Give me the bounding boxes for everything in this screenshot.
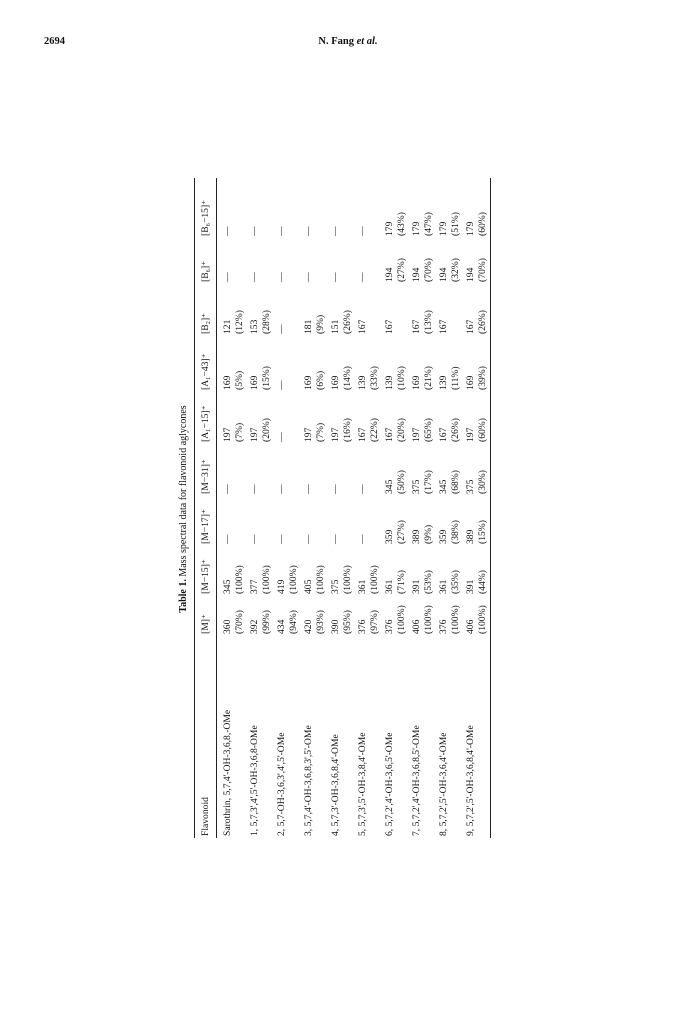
table-cell xyxy=(330,484,342,494)
mz-value: — xyxy=(222,534,233,544)
table-cell xyxy=(303,371,327,390)
table-cell xyxy=(303,484,315,494)
mz-value: 153 xyxy=(249,319,260,334)
relative-abundance: (100%) xyxy=(342,565,353,594)
table-cell xyxy=(276,226,288,236)
flavonoid-name: 9, 5,7,2',5'-OH-3,6,8,4'-OMe xyxy=(465,725,476,836)
mz-value: 167 xyxy=(465,319,476,334)
relative-abundance: (51%) xyxy=(450,212,461,236)
relative-abundance: (100%) xyxy=(477,605,488,634)
mz-value: — xyxy=(222,484,233,494)
column-header: [A₁−43]⁺ xyxy=(200,353,211,390)
relative-abundance: (70%) xyxy=(477,258,488,282)
flavonoid-name: Sarothrin, 5,7,4'-OH-3,6,8,-OMe xyxy=(222,709,233,836)
relative-abundance: (43%) xyxy=(396,212,407,236)
mz-value: 345 xyxy=(384,479,395,494)
relative-abundance: (14%) xyxy=(342,366,353,390)
mz-value: 197 xyxy=(465,427,476,442)
relative-abundance: (39%) xyxy=(477,366,488,390)
table-cell xyxy=(303,565,327,594)
table-cell xyxy=(222,272,234,282)
relative-abundance: (15%) xyxy=(477,520,488,544)
mz-value: 167 xyxy=(357,319,368,334)
mz-value: 361 xyxy=(357,579,368,594)
flavonoid-name: 7, 5,7,2',4'-OH-3,6,8,5'-OMe xyxy=(411,725,422,836)
flavonoid-name: 4, 5,7,3'-OH-3,6,8,4'-OMe xyxy=(330,734,341,836)
relative-abundance: (10%) xyxy=(396,366,407,390)
mz-value: 391 xyxy=(465,579,476,594)
relative-abundance: (28%) xyxy=(261,310,272,334)
mz-value: 376 xyxy=(384,619,395,634)
mz-value: — xyxy=(276,272,287,282)
relative-abundance: (60%) xyxy=(477,418,488,442)
flavonoid-name: 2, 5,7-OH-3,6,3',4',5'-OMe xyxy=(276,732,287,836)
mz-value: 406 xyxy=(411,619,422,634)
mz-value: 375 xyxy=(330,579,341,594)
mz-value: 406 xyxy=(465,619,476,634)
relative-abundance: (17%) xyxy=(423,470,434,494)
mz-value: — xyxy=(303,534,314,544)
relative-abundance: (60%) xyxy=(477,212,488,236)
table-bottom-rule xyxy=(490,178,491,838)
column-header: [M−15]⁺ xyxy=(200,559,211,594)
table-cell xyxy=(330,272,342,282)
table-cell xyxy=(411,605,435,634)
table-cell xyxy=(222,534,234,544)
mz-value: 179 xyxy=(465,221,476,236)
mz-value: 179 xyxy=(438,221,449,236)
relative-abundance: (95%) xyxy=(342,610,353,634)
mz-value: 376 xyxy=(357,619,368,634)
mz-value: 389 xyxy=(411,529,422,544)
table-cell xyxy=(357,366,381,390)
table-cell xyxy=(276,565,300,594)
mz-value: 194 xyxy=(465,267,476,282)
relative-abundance: (100%) xyxy=(315,565,326,594)
mz-value: — xyxy=(303,226,314,236)
column-header: [B₆]⁺ xyxy=(200,260,211,282)
table-cell xyxy=(357,484,369,494)
mz-value: 405 xyxy=(303,579,314,594)
relative-abundance: (100%) xyxy=(234,565,245,594)
relative-abundance: (30%) xyxy=(477,470,488,494)
table-cell xyxy=(465,310,489,334)
mz-value: 391 xyxy=(411,579,422,594)
relative-abundance: (22%) xyxy=(369,418,380,442)
relative-abundance: (26%) xyxy=(342,310,353,334)
table-cell xyxy=(438,418,462,442)
table-cell xyxy=(438,212,462,236)
running-head-authors: N. Fang xyxy=(318,36,354,47)
column-header: [M−31]⁺ xyxy=(200,459,211,494)
table-cell xyxy=(276,380,288,390)
table-cell xyxy=(465,366,489,390)
mz-value: — xyxy=(357,226,368,236)
table-cell xyxy=(384,520,408,544)
relative-abundance: (12%) xyxy=(234,310,245,334)
mz-value: — xyxy=(357,534,368,544)
relative-abundance: (9%) xyxy=(423,524,434,544)
table-cell xyxy=(411,258,435,282)
mz-value: 169 xyxy=(465,375,476,390)
relative-abundance: (13%) xyxy=(423,310,434,334)
table-caption xyxy=(178,176,189,842)
mz-value: — xyxy=(249,484,260,494)
flavonoid-name: 1, 5,7,3',4',5'-OH-3,6,8-OMe xyxy=(249,725,260,836)
relative-abundance: (9%) xyxy=(315,314,326,334)
relative-abundance: (35%) xyxy=(450,570,461,594)
relative-abundance: (6%) xyxy=(315,370,326,390)
table-cell xyxy=(438,366,462,390)
relative-abundance: (26%) xyxy=(450,418,461,442)
column-header: Flavonoid xyxy=(200,797,211,836)
table-cell xyxy=(303,534,315,544)
table-cell xyxy=(411,212,435,236)
running-head xyxy=(0,36,696,47)
mz-value: — xyxy=(303,484,314,494)
relative-abundance: (21%) xyxy=(423,366,434,390)
column-header: [A₁−15]⁺ xyxy=(200,405,211,442)
table-row xyxy=(330,176,358,842)
table-cell xyxy=(222,226,234,236)
mz-value: 121 xyxy=(222,319,233,334)
mz-value: 392 xyxy=(249,619,260,634)
table-cell xyxy=(357,320,369,334)
mz-value: — xyxy=(249,226,260,236)
mz-value: 197 xyxy=(222,427,233,442)
table-cell xyxy=(384,366,408,390)
table-row xyxy=(357,176,385,842)
table-cell xyxy=(465,605,489,634)
table-cell xyxy=(222,371,246,390)
table-cell xyxy=(411,366,435,390)
mz-value: 194 xyxy=(411,267,422,282)
mz-value: — xyxy=(276,324,287,334)
relative-abundance: (27%) xyxy=(396,258,407,282)
mz-value: — xyxy=(330,484,341,494)
mass-spectral-table xyxy=(164,176,500,842)
page-number: 2694 xyxy=(44,36,65,47)
relative-abundance: (20%) xyxy=(261,418,272,442)
table-cell xyxy=(249,418,273,442)
mz-value: 139 xyxy=(357,375,368,390)
table-row xyxy=(276,176,304,842)
relative-abundance: (71%) xyxy=(396,570,407,594)
table-cell xyxy=(465,258,489,282)
flavonoid-name: 5, 5,7,3',5'-OH-3,8,4'-OMe xyxy=(357,732,368,836)
running-head-et-al: et al. xyxy=(356,36,378,47)
mz-value: — xyxy=(276,380,287,390)
table-cell xyxy=(330,534,342,544)
mz-value: 375 xyxy=(465,479,476,494)
table-cell xyxy=(303,226,315,236)
mz-value: 361 xyxy=(384,579,395,594)
mz-value: — xyxy=(357,484,368,494)
mz-value: 419 xyxy=(276,579,287,594)
table-cell xyxy=(222,423,246,442)
table-cell xyxy=(276,610,300,634)
mz-value: 377 xyxy=(249,579,260,594)
table-row xyxy=(384,176,412,842)
relative-abundance: (16%) xyxy=(342,418,353,442)
table-cell xyxy=(438,320,450,334)
table-cell xyxy=(411,470,435,494)
relative-abundance: (38%) xyxy=(450,520,461,544)
relative-abundance: (100%) xyxy=(396,605,407,634)
mz-value: 375 xyxy=(411,479,422,494)
table-cell xyxy=(276,324,288,334)
table-cell xyxy=(276,432,288,442)
mz-value: — xyxy=(276,226,287,236)
table-cell xyxy=(384,258,408,282)
mz-value: 197 xyxy=(249,427,260,442)
mz-value: 197 xyxy=(303,427,314,442)
table-cell xyxy=(438,258,462,282)
relative-abundance: (100%) xyxy=(288,565,299,594)
relative-abundance: (47%) xyxy=(423,212,434,236)
column-header: [M−17]⁺ xyxy=(200,509,211,544)
table-cell xyxy=(249,272,261,282)
page-header xyxy=(0,36,696,56)
table-cell xyxy=(357,610,381,634)
table-cell xyxy=(357,272,369,282)
table-cell xyxy=(357,226,369,236)
table-row xyxy=(303,176,331,842)
relative-abundance: (94%) xyxy=(288,610,299,634)
mz-value: 179 xyxy=(411,221,422,236)
mz-value: — xyxy=(222,272,233,282)
relative-abundance: (27%) xyxy=(396,520,407,544)
table-cell xyxy=(303,423,327,442)
table-cell xyxy=(411,310,435,334)
flavonoid-name: 8, 5,7,2',5'-OH-3,6,4'-OMe xyxy=(438,732,449,836)
table-cell xyxy=(303,272,315,282)
mz-value: 361 xyxy=(438,579,449,594)
table-top-rule xyxy=(194,178,195,838)
table-cell xyxy=(249,484,261,494)
relative-abundance: (100%) xyxy=(423,605,434,634)
table-cell xyxy=(222,565,246,594)
relative-abundance: (50%) xyxy=(396,470,407,494)
table-cell xyxy=(330,366,354,390)
table-cell xyxy=(276,534,288,544)
table-cell xyxy=(249,226,261,236)
relative-abundance: (7%) xyxy=(315,422,326,442)
mz-value: — xyxy=(249,272,260,282)
table-cell xyxy=(222,310,246,334)
relative-abundance: (11%) xyxy=(450,366,461,390)
mz-value: 360 xyxy=(222,619,233,634)
mz-value: 420 xyxy=(303,619,314,634)
table-row xyxy=(438,176,466,842)
table-cell xyxy=(276,484,288,494)
mz-value: — xyxy=(276,484,287,494)
mz-value: 345 xyxy=(222,579,233,594)
relative-abundance: (15%) xyxy=(261,366,272,390)
mz-value: — xyxy=(330,272,341,282)
table-cell xyxy=(411,418,435,442)
table-cell xyxy=(222,484,234,494)
table-cell xyxy=(465,520,489,544)
mz-value: 167 xyxy=(438,427,449,442)
column-header: [B₂]⁺ xyxy=(200,312,211,334)
mz-value: — xyxy=(276,534,287,544)
relative-abundance: (33%) xyxy=(369,366,380,390)
mz-value: — xyxy=(330,226,341,236)
mz-value: 359 xyxy=(438,529,449,544)
table-row xyxy=(411,176,439,842)
table-cell xyxy=(438,570,462,594)
mz-value: 194 xyxy=(438,267,449,282)
mz-value: — xyxy=(222,226,233,236)
table-cell xyxy=(249,565,273,594)
table-cell xyxy=(465,470,489,494)
table-cell xyxy=(384,470,408,494)
relative-abundance: (65%) xyxy=(423,418,434,442)
relative-abundance: (99%) xyxy=(261,610,272,634)
table-cell xyxy=(249,610,273,634)
relative-abundance: (32%) xyxy=(450,258,461,282)
table-row xyxy=(465,176,493,842)
table-cell xyxy=(330,418,354,442)
table-header-rule xyxy=(216,178,217,838)
table-row xyxy=(249,176,277,842)
table-cell xyxy=(330,226,342,236)
table-header-row xyxy=(200,176,214,842)
mz-value: 179 xyxy=(384,221,395,236)
relative-abundance: (100%) xyxy=(450,605,461,634)
table-cell xyxy=(330,610,354,634)
mz-value: 181 xyxy=(303,319,314,334)
table-cell xyxy=(384,418,408,442)
mz-value: 169 xyxy=(249,375,260,390)
table-cell xyxy=(222,610,246,634)
table-cell xyxy=(438,470,462,494)
table-cell xyxy=(249,366,273,390)
mz-value: 169 xyxy=(411,375,422,390)
relative-abundance: (93%) xyxy=(315,610,326,634)
table-cell xyxy=(303,610,327,634)
mz-value: 169 xyxy=(330,375,341,390)
mz-value: — xyxy=(249,534,260,544)
mz-value: 167 xyxy=(357,427,368,442)
mz-value: 167 xyxy=(438,319,449,334)
table-cell xyxy=(438,605,462,634)
table-cell xyxy=(384,570,408,594)
mz-value: 139 xyxy=(438,375,449,390)
relative-abundance: (53%) xyxy=(423,570,434,594)
mz-value: 197 xyxy=(330,427,341,442)
mz-value: 194 xyxy=(384,267,395,282)
mz-value: 390 xyxy=(330,619,341,634)
table-cell xyxy=(249,534,261,544)
mz-value: 389 xyxy=(465,529,476,544)
relative-abundance: (68%) xyxy=(450,470,461,494)
relative-abundance: (97%) xyxy=(369,610,380,634)
mz-value: 139 xyxy=(384,375,395,390)
table-caption-label: Table 1. xyxy=(178,579,189,613)
table-cell xyxy=(465,570,489,594)
mz-value: 434 xyxy=(276,619,287,634)
mz-value: 345 xyxy=(438,479,449,494)
table-cell xyxy=(411,570,435,594)
column-header: [B₆−15]⁺ xyxy=(200,199,211,236)
relative-abundance: (7%) xyxy=(234,422,245,442)
mz-value: — xyxy=(330,534,341,544)
table-row xyxy=(222,176,250,842)
table-caption-text: Mass spectral data for flavonoid aglycones xyxy=(178,405,189,577)
table-cell xyxy=(411,525,435,544)
table-cell xyxy=(276,272,288,282)
mz-value: — xyxy=(303,272,314,282)
table-cell xyxy=(465,212,489,236)
table-cell xyxy=(465,418,489,442)
relative-abundance: (100%) xyxy=(369,565,380,594)
relative-abundance: (44%) xyxy=(477,570,488,594)
rotated-table-block xyxy=(164,176,500,842)
relative-abundance: (100%) xyxy=(261,565,272,594)
relative-abundance: (26%) xyxy=(477,310,488,334)
mz-value: 167 xyxy=(384,319,395,334)
mz-value: 169 xyxy=(303,375,314,390)
relative-abundance: (5%) xyxy=(234,370,245,390)
mz-value: 169 xyxy=(222,375,233,390)
table-cell xyxy=(384,320,396,334)
mz-value: 376 xyxy=(438,619,449,634)
table-cell xyxy=(384,605,408,634)
mz-value: 197 xyxy=(411,427,422,442)
table-cell xyxy=(330,565,354,594)
table-cell xyxy=(438,520,462,544)
mz-value: 151 xyxy=(330,319,341,334)
table-cell xyxy=(357,418,381,442)
table-cell xyxy=(330,310,354,334)
relative-abundance: (70%) xyxy=(423,258,434,282)
relative-abundance: (70%) xyxy=(234,610,245,634)
mz-value: 359 xyxy=(384,529,395,544)
mz-value: — xyxy=(276,432,287,442)
relative-abundance: (20%) xyxy=(396,418,407,442)
flavonoid-name: 3, 5,7,4'-OH-3,6,8,3',5'-OMe xyxy=(303,725,314,836)
table-cell xyxy=(357,534,369,544)
table-cell xyxy=(303,315,327,334)
flavonoid-name: 6, 5,7,2',4'-OH-3,6,5'-OMe xyxy=(384,732,395,836)
mz-value: 167 xyxy=(384,427,395,442)
table-cell xyxy=(384,212,408,236)
table-cell xyxy=(249,310,273,334)
table-cell xyxy=(357,565,381,594)
mz-value: 167 xyxy=(411,319,422,334)
column-header: [M]⁺ xyxy=(200,614,211,634)
mz-value: — xyxy=(357,272,368,282)
